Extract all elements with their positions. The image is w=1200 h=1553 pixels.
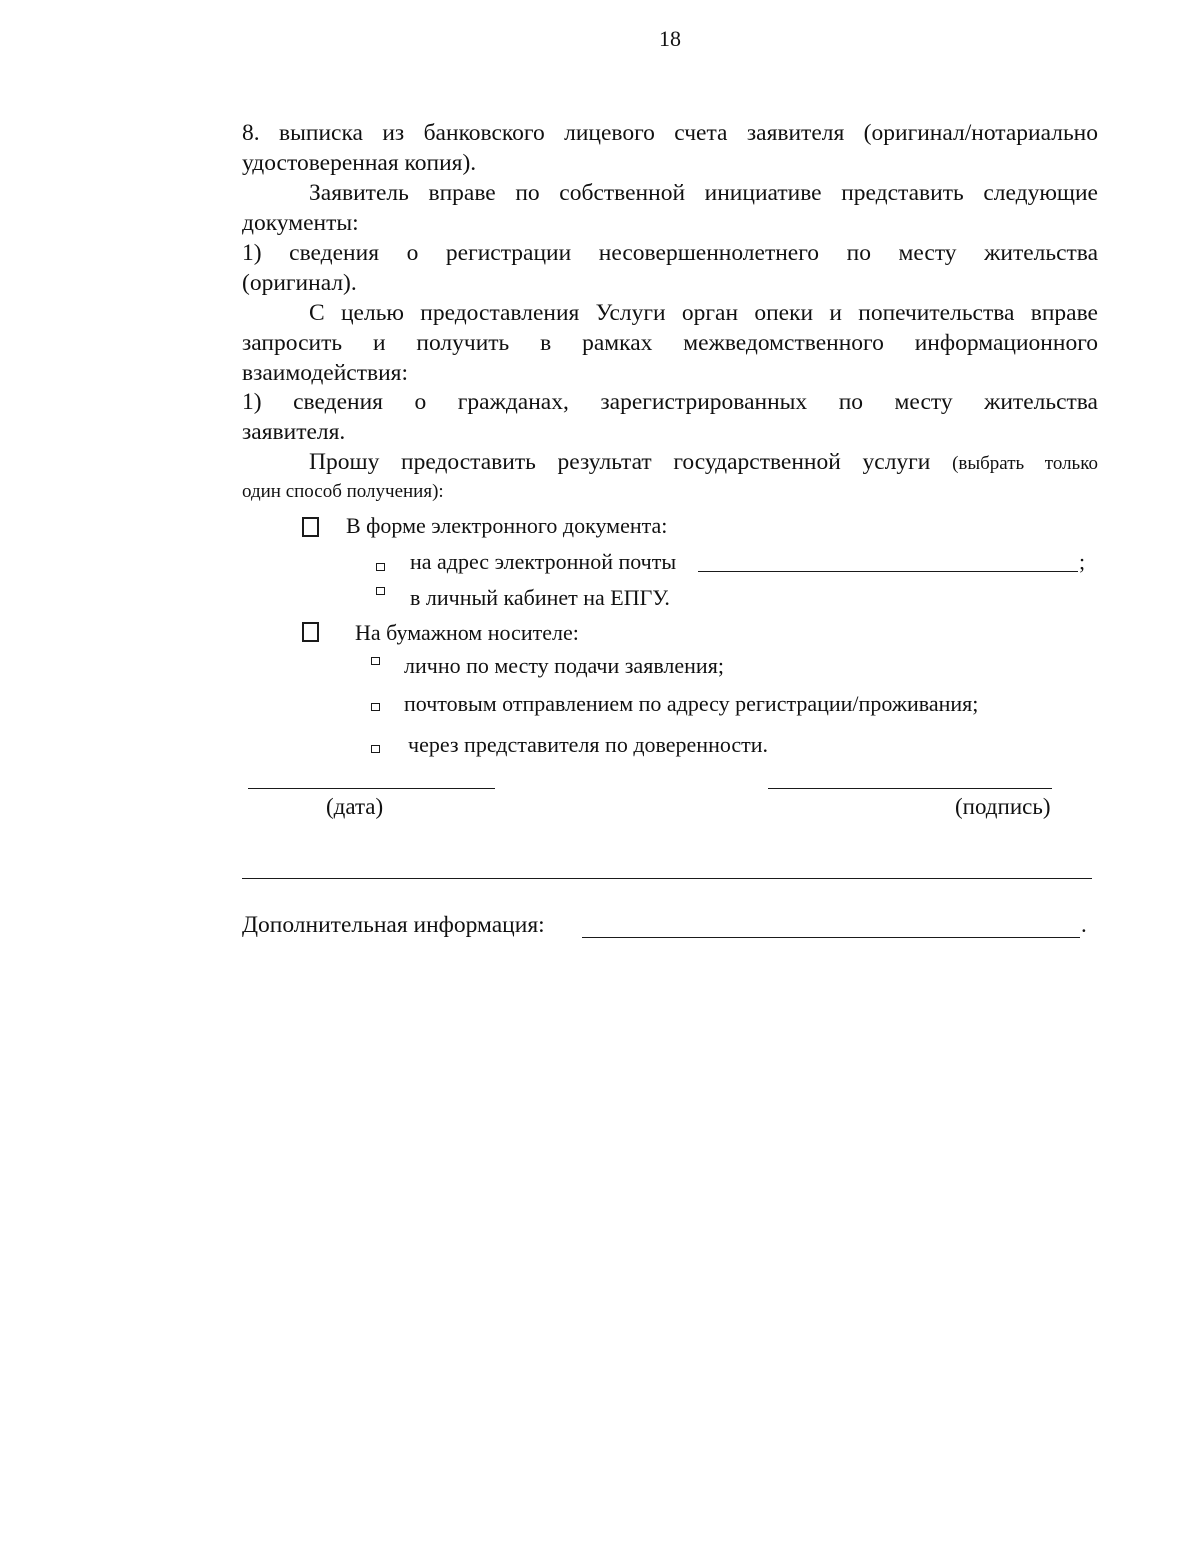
registration-paragraph [242,238,1098,298]
date-caption: (дата) [326,794,384,819]
request-note-part-1: (выбрать только [952,453,1098,474]
request-main-text: Прошу предоставить результат государственной услуги [309,449,931,475]
paper-option-label: На бумажном носителе: [355,620,579,645]
additional-info-end: . [1081,912,1087,937]
citizens-line-1: 1) сведения о гражданах, зарегистрированных по месту жительства [242,389,1098,415]
by-mail-bullet-icon[interactable] [371,703,380,711]
email-option-end: ; [1079,549,1086,574]
own-initiative-line-1: Заявитель вправе по собственной инициативе представить следующие [309,180,1098,206]
citizens-line-2: заявителя. [242,419,346,445]
electronic-option-label: В форме электронного документа: [346,513,668,538]
additional-info-line[interactable] [582,937,1080,938]
item-8-line-1: 8. выписка из банковского лицевого счета заявителя (оригинал/нотариально [242,120,1098,146]
electronic-checkbox[interactable] [302,517,319,537]
date-line[interactable] [248,788,495,789]
page-number: 18 [659,26,681,51]
cabinet-option-label: в личный кабинет на ЕПГУ. [410,585,670,610]
email-bullet-icon[interactable] [376,563,385,571]
interagency-line-2: запросить и получить в рамках межведомственного информационного [242,330,1098,356]
own-initiative-paragraph [242,178,1098,238]
email-option-label: на адрес электронной почты [410,549,677,574]
signature-line[interactable] [768,788,1052,789]
request-paragraph [242,448,1098,506]
by-mail-option-label: почтовым отправлением по адресу регистрации/проживания; [404,691,979,716]
email-fill-line[interactable] [698,571,1078,572]
citizens-paragraph [242,387,1098,447]
cabinet-bullet-icon[interactable] [376,587,385,595]
item-8-paragraph [242,118,1098,178]
interagency-line-3: взаимодействия: [242,360,409,386]
paper-checkbox[interactable] [302,622,319,642]
item-8-line-2: удостоверенная копия). [242,150,477,176]
in-person-bullet-icon[interactable] [371,657,380,665]
additional-info-label: Дополнительная информация: [242,912,545,938]
interagency-line-1: С целью предоставления Услуги орган опеки и попечительства вправе [309,300,1098,326]
by-proxy-option-label: через представителя по доверенности. [408,732,769,757]
signature-caption: (подпись) [955,794,1051,819]
interagency-paragraph [242,298,1098,388]
request-note-part-2: один способ получения): [242,481,444,502]
registration-line-2: (оригинал). [242,270,357,296]
by-proxy-bullet-icon[interactable] [371,745,380,753]
registration-line-1: 1) сведения о регистрации несовершеннолетнего по месту жительства [242,240,1098,266]
in-person-option-label: лично по месту подачи заявления; [404,653,724,678]
own-initiative-line-2: документы: [242,210,359,236]
request-line-1 [242,448,1098,478]
full-width-fill-line[interactable] [242,878,1092,879]
